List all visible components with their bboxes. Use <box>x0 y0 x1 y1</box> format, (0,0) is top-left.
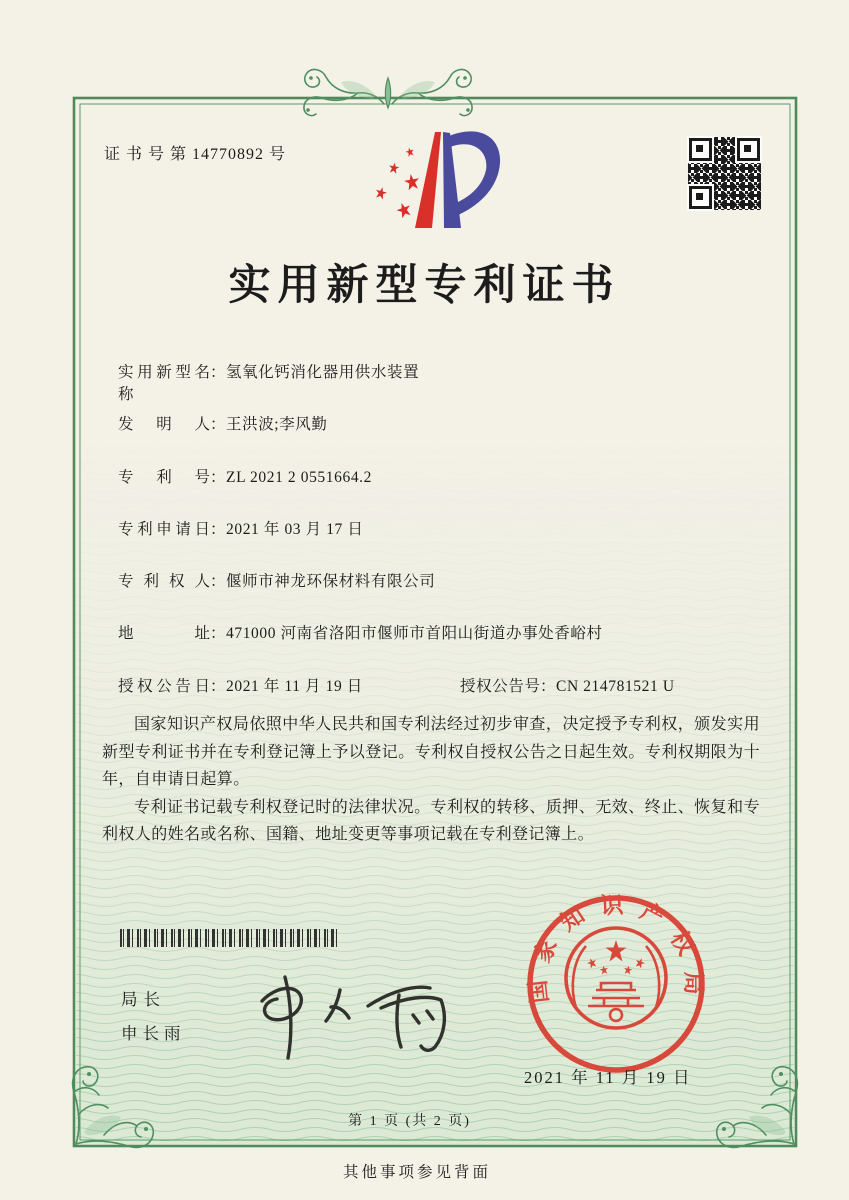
field-value: 偃师市神龙环保材料有限公司 <box>226 573 436 591</box>
field-colon: ： <box>540 677 556 695</box>
legal-paragraphs <box>102 711 760 849</box>
field-label: 专利号 <box>118 468 210 486</box>
field-colon: ： <box>210 520 226 538</box>
legal-paragraph: 国家知识产权局依照中华人民共和国专利法经过初步审查，决定授予专利权，颁发实用新型专利证书并在专利登记簿上予以登记。专利权自授权公告之日起生效。专利权期限为十年，自申请日起算。 <box>102 716 760 789</box>
back-note: 其他事项参见背面 <box>343 1164 492 1181</box>
field-value: ZL 2021 2 0551664.2 <box>226 468 373 486</box>
field-colon: ： <box>210 677 226 695</box>
field-value: 2021 年 03 月 17 日 <box>226 520 364 538</box>
certificate-fields <box>118 360 778 726</box>
certificate-number: 证 书 号 第 14770892 号 <box>104 146 287 163</box>
field-inventor <box>118 412 778 464</box>
field-label: 专利申请日 <box>118 520 210 538</box>
officer-name: 申长雨 <box>121 1024 186 1043</box>
field-label: 实用新型名称 <box>118 364 210 403</box>
legal-paragraph: 专利证书记载专利权登记时的法律状况。专利权的转移、质押、无效、终止、恢复和专利权人的姓名或名称、国籍、地址变更等事项记载在专利登记簿上。 <box>102 798 760 844</box>
seal-text: 国家知识产权局 <box>525 892 707 1005</box>
field-value: CN 214781521 U <box>556 677 675 695</box>
field-label: 授权公告号 <box>460 677 540 695</box>
field-value: 王洪波;李风勤 <box>226 416 328 434</box>
field-filing-date <box>118 517 778 569</box>
field-colon: ： <box>210 468 226 486</box>
qr-finder-icon <box>689 138 712 161</box>
field-colon: ： <box>210 364 226 381</box>
qr-finder-icon <box>689 186 712 209</box>
page-number: 第 1 页 (共 2 页) <box>348 1114 471 1129</box>
officer-title: 局长 <box>121 990 166 1009</box>
field-value: 2021 年 11 月 19 日 <box>226 677 363 695</box>
qr-finder-icon <box>737 138 760 161</box>
field-colon: ： <box>210 625 226 643</box>
field-colon: ： <box>210 573 226 591</box>
field-label: 地址 <box>118 625 210 643</box>
barcode <box>120 929 337 947</box>
seal-date: 2021 年 11 月 19 日 <box>524 1068 692 1087</box>
field-grant-number <box>460 674 675 696</box>
field-patentee <box>118 569 778 621</box>
qr-code <box>688 137 761 210</box>
field-value: 471000 河南省洛阳市偃师市首阳山街道办事处香峪村 <box>226 625 603 643</box>
field-value: 氢氧化钙消化器用供水装置 <box>226 364 420 381</box>
field-label: 专利权人 <box>118 573 210 591</box>
certificate-title: 实用新型专利证书 <box>228 263 621 309</box>
field-label: 授权公告日 <box>118 677 210 695</box>
field-patent-number <box>118 465 778 517</box>
field-address <box>118 621 778 673</box>
field-utility-model-name <box>118 360 778 412</box>
field-label: 发明人 <box>118 416 210 434</box>
field-colon: ： <box>210 416 226 434</box>
